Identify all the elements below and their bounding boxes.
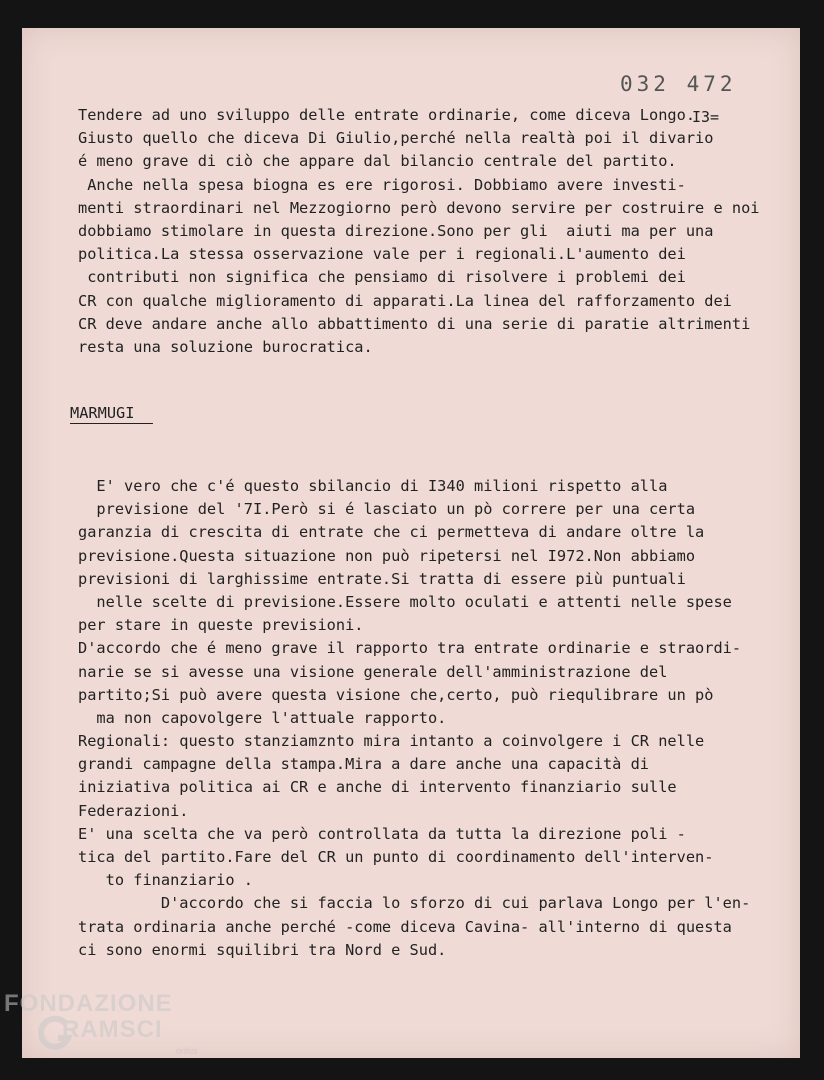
text-line: resta una soluzione burocratica. — [78, 337, 373, 356]
text-line: garanzia di crescita di entrate che ci permetteva di andare oltre la — [78, 523, 705, 542]
text-line: narie se si avesse una visione generale dell'amministrazione del — [78, 662, 668, 681]
text-line: E' vero che c'é questo sbilancio di I340 milioni rispetto alla — [78, 477, 668, 495]
watermark-line-1: FONDAZIONE — [4, 990, 173, 1017]
text-line: Anche nella spesa biogna es ere rigorosi. Dobbiamo avere investi- — [78, 175, 686, 194]
text-line: politica.La stessa osservazione vale per i regionali.L'aumento dei — [78, 245, 686, 264]
paragraph-block-2 — [78, 475, 798, 962]
text-line: dobbiamo stimolare in questa direzione.Sono per gli aiuti ma per una — [78, 221, 714, 240]
text-line: previsione del '7I.Però si é lasciato un pò correre per una certa — [78, 500, 696, 519]
text-line: contributi non significa che pensiamo di risolvere i problemi dei — [78, 268, 686, 287]
text-line: Federazioni. — [78, 801, 189, 820]
text-line: partito;Si può avere questa visione che,certo, può riequlibrare un pò — [78, 685, 714, 704]
text-line: CR con qualche miglioramento di apparati.La linea del rafforzamento dei — [78, 291, 732, 310]
fondazione-gramsci-watermark — [4, 990, 204, 1060]
speaker-heading: MARMUGI — [70, 404, 135, 422]
text-line: ma non capovolgere l'attuale rapporto. — [78, 708, 447, 727]
archive-number: 032 472 — [620, 72, 737, 96]
text-line: nelle scelte di previsione.Essere molto oculati e attenti nelle spese — [78, 592, 732, 611]
watermark-sub: onlus — [176, 1046, 198, 1056]
text-line: previsione.Questa situazione non può ripetersi nel I972.Non abbiamo — [78, 546, 696, 565]
text-line: per stare in queste previsioni. — [78, 616, 364, 635]
page-number: I3= — [692, 108, 720, 126]
text-line: menti straordinari nel Mezzogiorno però devono servire per costruire e noi — [78, 198, 760, 217]
text-line: tica del partito.Fare del CR un punto di coordinamento dell'interven- — [78, 848, 714, 866]
paragraph-block-1 — [78, 104, 798, 359]
text-line: é meno grave di ciò che appare dal bilancio centrale del partito. — [78, 152, 677, 171]
watermark-line-2: RAMSCI — [62, 1016, 163, 1043]
text-line: ci sono enormi squilibri tra Nord e Sud. — [78, 940, 447, 959]
text-line: Tendere ad uno sviluppo delle entrate ordinarie, come diceva Longo. — [78, 106, 696, 124]
text-line: iniziativa politica ai CR e anche di intervento finanziario sulle — [78, 778, 677, 797]
text-line: to finanziario . — [78, 871, 253, 890]
text-line: previsioni di larghissime entrate.Si tratta di essere più puntuali — [78, 569, 686, 588]
text-line: E' una scelta che va però controllata da tutta la direzione poli - — [78, 824, 686, 843]
text-line: Regionali: questo stanziamznto mira intanto a coinvolgere i CR nelle — [78, 732, 705, 751]
text-line: D'accordo che é meno grave il rapporto tra entrate ordinarie e straordi- — [78, 639, 742, 658]
text-line: trata ordinaria anche perché -come diceva Cavina- all'interno di questa — [78, 917, 732, 936]
text-line: Giusto quello che diceva Di Giulio,perché nella realtà poi il divario — [78, 129, 714, 148]
text-line: grandi campagne della stampa.Mira a dare anche una capacità di — [78, 755, 649, 774]
text-line: D'accordo che si faccia lo sforzo di cui parlava Longo per l'en- — [78, 894, 751, 913]
text-line: CR deve andare anche allo abbattimento di una serie di paratie altrimenti — [78, 314, 751, 333]
